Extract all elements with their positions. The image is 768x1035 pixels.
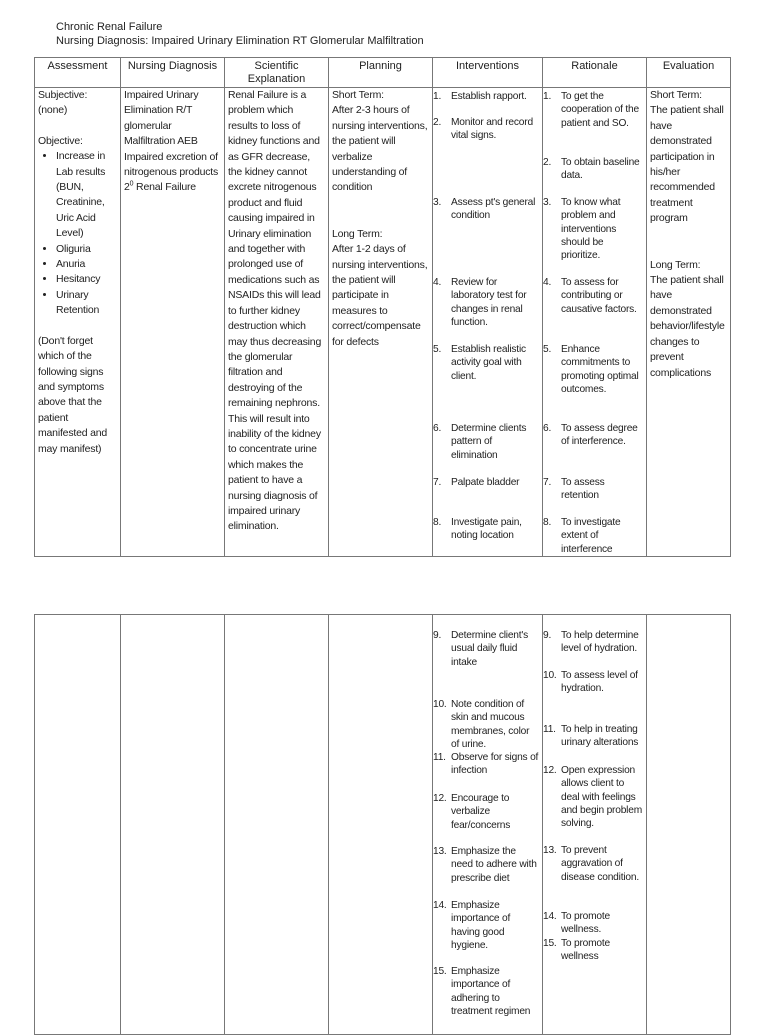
intervention-text: Investigate pain, noting location xyxy=(451,517,522,542)
intervention-number: 1. xyxy=(433,91,442,102)
planning-cell-continued xyxy=(329,615,433,1035)
assessment-cell xyxy=(35,88,121,557)
rationale-text: To investigate extent of interference xyxy=(561,517,621,555)
scientific-explanation-cell-continued xyxy=(225,615,329,1035)
column-header-evaluation: Evaluation xyxy=(647,58,731,88)
planning-short-label: Short Term: xyxy=(332,89,384,101)
objective-item: • Urinary Retention xyxy=(56,288,117,319)
planning-short-text: After 2-3 hours of nursing interventions, the patient will verbalize understanding of condition xyxy=(332,104,428,194)
rationale-number: 2. xyxy=(543,157,552,168)
intervention-number: 12. xyxy=(433,793,447,804)
intervention-text: Emphasize importance of adhering to treatment regimen xyxy=(451,966,531,1017)
document-title: Chronic Renal Failure xyxy=(56,21,163,33)
care-plan-table-page-1 xyxy=(34,57,731,557)
column-header-interventions: Interventions xyxy=(433,58,543,88)
objective-item: • Anuria xyxy=(56,257,117,272)
intervention-number: 9. xyxy=(433,630,442,641)
rationale-number: 15. xyxy=(543,938,557,949)
scientific-explanation-cell: Renal Failure is a problem which results to loss of kidney functions and as GFR decrease, the kidney cannot excrete nitrogenous product and fluid causing impaired in Urinary elimination and together with prolonged use of medications such as NSAIDs this will lead to further kidney destruction which may thus decreasing the glomerular filtration and destroying of the remaining nephrons. This will result into inability of the kidney to concentrate urine which makes the patient to have a nursing diagnosis of impaired urinary elimination. xyxy=(225,88,329,557)
intervention-number: 11. xyxy=(433,752,446,763)
rationale-text: To promote wellness. xyxy=(561,911,610,936)
rationale-text: To assess level of hydration. xyxy=(561,670,638,695)
rationale-number: 12. xyxy=(543,765,557,776)
objective-item: • Oliguria xyxy=(56,242,117,257)
rationale-number: 10. xyxy=(543,670,557,681)
objective-item: • Increase in Lab results (BUN, Creatinine, Uric Acid Level) xyxy=(56,149,117,241)
evaluation-cell-continued xyxy=(647,615,731,1035)
intervention-text: Review for laboratory test for changes in renal function. xyxy=(451,277,527,328)
intervention-text: Emphasize the need to adhere with prescribe diet xyxy=(451,846,537,884)
intervention-text: Monitor and record vital signs. xyxy=(451,117,533,142)
diagnosis-degree-superscript: 0 xyxy=(129,180,134,188)
intervention-text: Emphasize importance of having good hygiene. xyxy=(451,900,511,951)
rationale-text: To help determine level of hydration. xyxy=(561,630,639,655)
rationale-cell xyxy=(543,88,647,557)
rationale-text: To promote wellness xyxy=(561,938,610,963)
rationale-number: 4. xyxy=(543,277,552,288)
objective-list xyxy=(38,149,117,318)
intervention-number: 6. xyxy=(433,423,442,434)
nursing-diagnosis-cell-continued xyxy=(121,615,225,1035)
intervention-text: Observe for signs of infection xyxy=(451,752,539,777)
planning-cell xyxy=(329,88,433,557)
rationale-text: To assess for contributing or causative factors. xyxy=(561,277,637,315)
rationale-number: 14. xyxy=(543,911,557,922)
planning-long-text: After 1-2 days of nursing interventions, the patient will participate in measures to correct/compensate for defects xyxy=(332,243,428,348)
rationale-number: 6. xyxy=(543,423,552,434)
column-header-assessment: Assessment xyxy=(35,58,121,88)
care-plan-table-page-2 xyxy=(34,614,731,1035)
nursing-diagnosis-cell xyxy=(121,88,225,557)
subjective-label: Subjective: xyxy=(38,89,88,101)
intervention-number: 13. xyxy=(433,846,447,857)
intervention-number: 3. xyxy=(433,197,442,208)
rationale-number: 11. xyxy=(543,724,556,735)
rationale-text: To get the cooperation of the patient and SO. xyxy=(561,91,639,129)
intervention-number: 4. xyxy=(433,277,442,288)
diagnosis-suffix: Renal Failure xyxy=(133,181,196,194)
rationale-number: 13. xyxy=(543,845,557,856)
rationale-number: 9. xyxy=(543,630,552,641)
intervention-number: 14. xyxy=(433,900,447,911)
interventions-cell-continued xyxy=(433,615,543,1035)
intervention-number: 10. xyxy=(433,699,447,710)
intervention-text: Encourage to verbalize fear/concerns xyxy=(451,793,511,831)
evaluation-long-text: The patient shall have demonstrated behavior/lifestyle changes to prevent complications xyxy=(650,274,725,379)
interventions-cell xyxy=(433,88,543,557)
rationale-number: 1. xyxy=(543,91,552,102)
nursing-diagnosis-title: Nursing Diagnosis: Impaired Urinary Elimination RT Glomerular Malfiltration xyxy=(56,35,424,47)
intervention-text: Establish rapport. xyxy=(451,91,527,102)
intervention-number: 2. xyxy=(433,117,442,128)
intervention-number: 5. xyxy=(433,344,442,355)
evaluation-cell xyxy=(647,88,731,557)
objective-item: • Hesitancy xyxy=(56,272,117,287)
evaluation-long-label: Long Term: xyxy=(650,258,701,271)
planning-long-label: Long Term: xyxy=(332,227,383,240)
rationale-text: To obtain baseline data. xyxy=(561,157,640,182)
column-header-nursing-diagnosis: Nursing Diagnosis xyxy=(121,58,225,88)
intervention-text: Assess pt's general condition xyxy=(451,197,536,222)
nursing-diagnosis-text: Impaired Urinary Elimination R/T glomerular Malfiltration AEB Impaired excretion of nitrogenous products xyxy=(124,89,219,179)
intervention-number: 7. xyxy=(433,477,442,488)
rationale-text: To prevent aggravation of disease condition. xyxy=(561,845,639,883)
rationale-text: To assess retention xyxy=(561,477,605,502)
diagnosis-degree: 2 xyxy=(124,181,130,194)
rationale-number: 8. xyxy=(543,517,552,528)
rationale-text: To assess degree of interference. xyxy=(561,423,638,448)
assessment-cell-continued xyxy=(35,615,121,1035)
evaluation-short-text: The patient shall have demonstrated participation in his/her recommended treatment program xyxy=(650,104,724,225)
rationale-number: 5. xyxy=(543,344,552,355)
rationale-text: Open expression allows client to deal with feelings and begin problem solving. xyxy=(561,765,642,830)
intervention-text: Determine client's usual daily fluid intake xyxy=(451,630,529,668)
rationale-number: 7. xyxy=(543,477,552,488)
column-header-scientific-explanation: Scientific Explanation xyxy=(225,58,329,88)
column-header-rationale: Rationale xyxy=(543,58,647,88)
intervention-number: 15. xyxy=(433,966,447,977)
intervention-text: Palpate bladder xyxy=(451,477,520,488)
rationale-text: To help in treating urinary alterations xyxy=(561,724,639,749)
subjective-value: (none) xyxy=(38,104,68,117)
evaluation-short-label: Short Term: xyxy=(650,89,702,101)
intervention-number: 8. xyxy=(433,517,442,528)
intervention-text: Determine clients pattern of elimination xyxy=(451,423,527,461)
rationale-cell-continued xyxy=(543,615,647,1035)
assessment-note: (Don't forget which of the following signs and symptoms above that the patient manifested and may manifest) xyxy=(38,334,107,455)
intervention-text: Establish realistic activity goal with client. xyxy=(451,344,526,382)
rationale-text: To know what problem and interventions should be prioritize. xyxy=(561,197,621,262)
objective-label: Objective: xyxy=(38,134,83,147)
intervention-text: Note condition of skin and mucous membranes, color of urine. xyxy=(451,699,530,750)
column-header-planning: Planning xyxy=(329,58,433,88)
rationale-number: 3. xyxy=(543,197,552,208)
rationale-text: Enhance commitments to promoting optimal outcomes. xyxy=(561,344,639,395)
